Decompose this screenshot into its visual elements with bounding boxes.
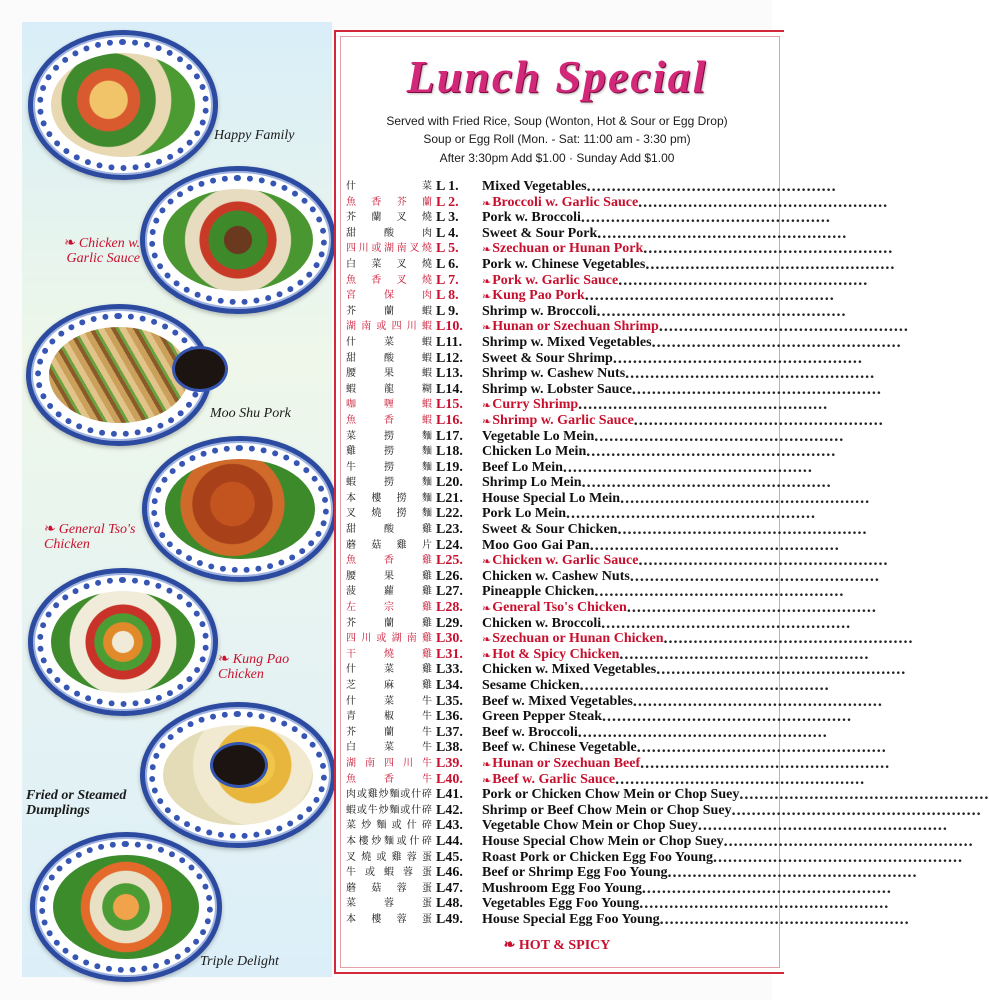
menu-item bbox=[346, 411, 884, 429]
caption-triple-delight: Triple Delight bbox=[200, 954, 279, 969]
item-code: L46. bbox=[436, 865, 463, 881]
dot-leader: .................................................. bbox=[602, 708, 853, 726]
dot-leader: .................................................. bbox=[586, 178, 837, 195]
hot-spicy-legend-label: HOT & SPICY bbox=[518, 938, 611, 953]
hot-spicy-icon: ❧ bbox=[44, 522, 56, 537]
chinese-name: 芥 蘭 雞 bbox=[346, 617, 432, 629]
item-code: L34. bbox=[436, 678, 463, 693]
hot-spicy-icon: ❧ bbox=[482, 649, 492, 662]
item-code: L27. bbox=[436, 584, 463, 600]
item-code: L40. bbox=[436, 771, 463, 787]
dot-leader: .................................................. bbox=[658, 318, 909, 336]
item-code: L18. bbox=[436, 444, 463, 460]
menu-item bbox=[346, 677, 830, 694]
dot-leader: .................................................. bbox=[562, 458, 813, 476]
chinese-name: 蝦 撈 麵 bbox=[346, 477, 432, 489]
menu-item bbox=[346, 209, 831, 227]
item-name: Shrimp w. Broccoli bbox=[482, 303, 597, 319]
item-name: Beef w. Chinese Vegetable bbox=[482, 740, 637, 756]
chinese-name: 青 椒 牛 bbox=[346, 711, 432, 723]
menu-item bbox=[346, 521, 868, 539]
item-name: Pork w. Chinese Vegetables bbox=[482, 256, 646, 272]
dot-leader: .................................................. bbox=[656, 661, 907, 679]
item-name: Shrimp Lo Mein bbox=[482, 475, 582, 491]
item-code: L25. bbox=[436, 553, 463, 569]
item-name: Moo Goo Gai Pan bbox=[482, 537, 590, 553]
surcharge-line: After 3:30pm Add $1.00 · Sunday Add $1.00 bbox=[439, 151, 675, 165]
item-code: L33. bbox=[436, 662, 463, 678]
caption-dumplings: Fried or Steamed Dumplings bbox=[26, 788, 127, 818]
chinese-name: 肉或雞炒麵或什碎 bbox=[346, 789, 432, 801]
menu-item bbox=[346, 224, 848, 242]
chinese-name: 芝 麻 雞 bbox=[346, 680, 432, 691]
chinese-name: 牛 撈 麵 bbox=[346, 461, 432, 473]
chinese-name: 本樓撈麵 bbox=[346, 492, 432, 504]
chinese-name: 什 菜 蝦 bbox=[346, 336, 432, 348]
chinese-name: 本樓蓉蛋 bbox=[346, 913, 432, 925]
sauce-bowl-image bbox=[172, 346, 228, 392]
chinese-name: 湖南四川牛 bbox=[346, 757, 432, 769]
item-name: Broccoli w. Garlic Sauce bbox=[492, 194, 639, 210]
dot-leader: .................................................. bbox=[645, 255, 896, 273]
item-code: L15. bbox=[436, 397, 463, 413]
item-code: L36. bbox=[436, 709, 463, 725]
item-code: L28. bbox=[436, 600, 463, 616]
dot-leader: .................................................. bbox=[659, 910, 910, 928]
item-code: L43. bbox=[436, 818, 463, 834]
menu-item bbox=[346, 255, 896, 273]
item-code: L23. bbox=[436, 522, 463, 538]
general-tso-plate-image bbox=[142, 436, 338, 582]
item-code: L38. bbox=[436, 740, 463, 756]
chinese-name: 魚 香 蝦 bbox=[346, 414, 432, 426]
chinese-name: 白 菜 牛 bbox=[346, 742, 432, 754]
item-name: House Special Egg Foo Young bbox=[482, 911, 660, 927]
menu-item bbox=[346, 770, 866, 788]
item-name: Shrimp or Beef Chow Mein or Chop Suey bbox=[482, 802, 732, 818]
chinese-name: 白菜叉燒 bbox=[346, 258, 432, 270]
menu-item bbox=[346, 178, 837, 195]
item-code: L44. bbox=[436, 833, 463, 849]
dot-leader: .................................................. bbox=[739, 786, 989, 804]
chinese-name: 蝦或牛炒麵或什碎 bbox=[346, 804, 432, 816]
caption-happy-family: Happy Family bbox=[214, 128, 295, 143]
item-name: Sweet & Sour Pork bbox=[482, 225, 598, 241]
menu-item bbox=[346, 458, 813, 476]
dot-leader: .................................................. bbox=[617, 521, 868, 539]
dot-leader: .................................................. bbox=[578, 396, 829, 414]
item-name: House Special Lo Mein bbox=[482, 490, 621, 506]
menu-item bbox=[346, 536, 840, 554]
item-name: Pork w. Garlic Sauce bbox=[492, 272, 619, 288]
hot-spicy-icon: ❧ bbox=[482, 400, 492, 413]
menu-item bbox=[346, 661, 907, 679]
menu-item bbox=[346, 895, 890, 913]
menu-item bbox=[346, 489, 871, 507]
chinese-name: 腰 果 雞 bbox=[346, 570, 432, 582]
dot-leader: .................................................. bbox=[638, 552, 889, 570]
dot-leader: .................................................. bbox=[632, 692, 883, 710]
hot-spicy-icon: ❧ bbox=[482, 275, 492, 288]
item-name: Green Pepper Steak bbox=[482, 709, 603, 725]
dot-leader: .................................................. bbox=[640, 754, 891, 772]
chinese-name: 魚 香 雞 bbox=[346, 555, 432, 567]
item-code: L 3. bbox=[436, 210, 459, 226]
chinese-name: 湖南或四川蝦 bbox=[346, 321, 432, 333]
item-code: L 2. bbox=[436, 194, 459, 210]
dot-leader: .................................................. bbox=[584, 287, 835, 305]
kung-pao-plate-image bbox=[28, 568, 218, 716]
item-code: L45. bbox=[436, 849, 463, 865]
item-name: Chicken w. Cashew Nuts bbox=[482, 568, 630, 584]
menu-item bbox=[346, 567, 880, 585]
item-code: L17. bbox=[436, 428, 463, 444]
item-code: L21. bbox=[436, 490, 463, 506]
item-name: Beef Lo Mein bbox=[482, 459, 563, 475]
menu-item bbox=[346, 708, 853, 726]
item-name: Curry Shrimp bbox=[492, 397, 579, 413]
item-name: Hunan or Szechuan Shrimp bbox=[492, 319, 659, 335]
dot-leader: .................................................. bbox=[697, 817, 948, 835]
dot-leader: .................................................. bbox=[594, 427, 845, 445]
dot-leader: .................................................. bbox=[597, 224, 848, 242]
item-code: L10. bbox=[436, 319, 463, 335]
menu-item bbox=[346, 786, 989, 804]
item-name: Szechuan or Hunan Chicken bbox=[492, 631, 664, 647]
hot-spicy-icon: ❧ bbox=[482, 244, 492, 257]
item-code: L19. bbox=[436, 459, 463, 475]
hot-spicy-icon: ❧ bbox=[482, 634, 492, 647]
item-code: L 5. bbox=[436, 241, 459, 257]
hot-spicy-icon: ❧ bbox=[482, 556, 492, 569]
dot-leader: .................................................. bbox=[618, 271, 869, 289]
menu-item bbox=[346, 692, 883, 710]
item-name: Beef w. Mixed Vegetables bbox=[482, 693, 633, 709]
menu-item bbox=[346, 443, 837, 461]
chinese-name: 本樓炒麵或什碎 bbox=[346, 835, 432, 847]
chinese-name: 四川或湖南叉燒 bbox=[346, 243, 432, 255]
hot-spicy-icon: ❧ bbox=[482, 603, 492, 616]
hot-spicy-icon: ❧ bbox=[482, 758, 492, 771]
item-name: Beef w. Garlic Sauce bbox=[492, 771, 616, 787]
dot-leader: .................................................. bbox=[639, 895, 890, 913]
item-name: Pork w. Broccoli bbox=[482, 210, 581, 226]
dot-leader: .................................................. bbox=[663, 630, 914, 648]
menu-item bbox=[346, 365, 876, 383]
item-name: Vegetables Egg Foo Young bbox=[482, 896, 640, 912]
menu-item bbox=[346, 396, 829, 414]
menu-item bbox=[346, 427, 845, 445]
item-name: Beef or Shrimp Egg Foo Young bbox=[482, 865, 668, 881]
item-code: L26. bbox=[436, 568, 463, 584]
dot-leader: .................................................. bbox=[612, 349, 863, 367]
menu-item bbox=[346, 552, 889, 570]
served-with-line: Served with Fried Rice, Soup (Wonton, Hot & Sour or Egg Drop) bbox=[386, 114, 728, 128]
dot-leader: .................................................. bbox=[579, 677, 830, 694]
hot-spicy-icon: ❧ bbox=[503, 938, 516, 953]
item-code: L 4. bbox=[436, 225, 459, 241]
chinese-name: 甜 酸 蝦 bbox=[346, 352, 432, 364]
menu-item bbox=[346, 645, 870, 663]
item-code: L16. bbox=[436, 412, 463, 428]
item-code: L 6. bbox=[436, 256, 459, 272]
dot-leader: .................................................. bbox=[629, 567, 880, 585]
chinese-name: 芥 蘭 蝦 bbox=[346, 305, 432, 317]
dot-leader: .................................................. bbox=[601, 614, 852, 632]
hot-spicy-icon: ❧ bbox=[482, 197, 492, 210]
dumpling-sauce-bowl-image bbox=[210, 742, 268, 788]
dot-leader: .................................................. bbox=[594, 583, 845, 601]
caption-chicken-garlic: ❧ Chicken w. Garlic Sauce bbox=[64, 236, 140, 266]
item-name: Sesame Chicken bbox=[482, 678, 580, 693]
hours-line: Soup or Egg Roll (Mon. - Sat: 11:00 am - 3:30 pm) bbox=[423, 132, 691, 146]
caption-kung-pao: ❧ Kung Pao Chicken bbox=[218, 652, 290, 682]
item-name: Sweet & Sour Chicken bbox=[482, 522, 618, 538]
item-name: General Tso's Chicken bbox=[492, 600, 627, 616]
item-name: Pineapple Chicken bbox=[482, 584, 595, 600]
menu-item bbox=[346, 193, 889, 211]
menu-item bbox=[346, 801, 982, 819]
chinese-name: 宮 保 肉 bbox=[346, 290, 432, 302]
item-code: L12. bbox=[436, 350, 463, 366]
chinese-name: 蝦 龍 糊 bbox=[346, 383, 432, 395]
dot-leader: .................................................. bbox=[620, 489, 871, 507]
chinese-name: 什 菜 雞 bbox=[346, 664, 432, 676]
hot-spicy-icon: ❧ bbox=[482, 774, 492, 787]
chinese-name: 菠 蘿 雞 bbox=[346, 586, 432, 598]
menu-item bbox=[346, 380, 882, 398]
dot-leader: .................................................. bbox=[596, 302, 847, 320]
dot-leader: .................................................. bbox=[633, 411, 884, 429]
item-code: L14. bbox=[436, 381, 463, 397]
item-name: Chicken w. Garlic Sauce bbox=[492, 553, 639, 569]
page-title: Lunch Special bbox=[406, 51, 708, 102]
hot-spicy-icon: ❧ bbox=[482, 322, 492, 335]
hot-spicy-legend bbox=[336, 937, 778, 954]
item-code: L 8. bbox=[436, 288, 459, 304]
menu-item bbox=[346, 240, 894, 258]
chinese-name: 蘑菇雞片 bbox=[346, 539, 432, 551]
dot-leader: .................................................. bbox=[643, 240, 894, 258]
chinese-name: 叉燒或雞蓉蛋 bbox=[346, 851, 432, 863]
chinese-name: 腰 果 蝦 bbox=[346, 368, 432, 380]
menu-item bbox=[346, 739, 887, 757]
chinese-name: 魚香芥蘭 bbox=[346, 196, 432, 208]
dot-leader: .................................................. bbox=[589, 536, 840, 554]
chicken-garlic-plate-image bbox=[140, 166, 336, 314]
item-name: Chicken w. Broccoli bbox=[482, 615, 602, 631]
chinese-name: 菜炒麵或什碎 bbox=[346, 820, 432, 832]
menu-item bbox=[346, 505, 816, 523]
chinese-name: 菜 撈 麵 bbox=[346, 430, 432, 442]
menu-item bbox=[346, 848, 964, 866]
dot-leader: .................................................. bbox=[577, 723, 828, 741]
caption-general-tso: ❧ General Tso's Chicken bbox=[44, 522, 136, 552]
item-name: Chicken Lo Mein bbox=[482, 444, 587, 460]
dot-leader: .................................................. bbox=[580, 209, 831, 227]
item-name: Vegetable Lo Mein bbox=[482, 428, 595, 444]
dot-leader: .................................................. bbox=[615, 770, 866, 788]
item-code: L 1. bbox=[436, 179, 459, 194]
item-name: House Special Chow Mein or Chop Suey bbox=[482, 833, 724, 849]
chinese-name: 牛或蝦蓉蛋 bbox=[346, 867, 432, 879]
dot-leader: .................................................. bbox=[731, 801, 982, 819]
chinese-name: 什 菜 牛 bbox=[346, 695, 432, 707]
photo-column bbox=[22, 22, 332, 977]
item-code: L29. bbox=[436, 615, 463, 631]
chinese-name: 甜 酸 雞 bbox=[346, 524, 432, 536]
menu-item bbox=[346, 318, 909, 336]
menu-item bbox=[346, 630, 914, 648]
item-code: L11. bbox=[436, 334, 463, 350]
item-name: Hunan or Szechuan Beef bbox=[492, 755, 641, 771]
item-code: L47. bbox=[436, 880, 463, 896]
item-code: L30. bbox=[436, 631, 463, 647]
dot-leader: .................................................. bbox=[625, 365, 876, 383]
menu-item bbox=[346, 723, 828, 741]
hot-spicy-icon: ❧ bbox=[482, 291, 492, 304]
dot-leader: .................................................. bbox=[636, 739, 887, 757]
item-name: Beef w. Broccoli bbox=[482, 724, 578, 740]
menu-item bbox=[346, 599, 877, 617]
item-name: Mushroom Egg Foo Young bbox=[482, 880, 642, 896]
menu-item bbox=[346, 832, 974, 850]
dot-leader: .................................................. bbox=[626, 599, 877, 617]
item-code: L24. bbox=[436, 537, 463, 553]
item-name: Shrimp w. Lobster Sauce bbox=[482, 381, 632, 397]
dot-leader: .................................................. bbox=[581, 474, 832, 492]
item-name: Shrimp w. Mixed Vegetables bbox=[482, 334, 652, 350]
happy-family-plate-image bbox=[28, 30, 218, 180]
menu-item bbox=[346, 879, 892, 897]
menu-item-list bbox=[346, 178, 989, 928]
chinese-name: 叉燒撈麵 bbox=[346, 508, 432, 520]
menu-item bbox=[346, 333, 902, 351]
chinese-name: 甜 酸 肉 bbox=[346, 227, 432, 239]
item-code: L42. bbox=[436, 802, 463, 818]
dot-leader: .................................................. bbox=[631, 380, 882, 398]
chinese-name: 咖 喱 蝦 bbox=[346, 399, 432, 411]
item-name: Hot & Spicy Chicken bbox=[492, 646, 620, 662]
item-code: L37. bbox=[436, 724, 463, 740]
item-name: Sweet & Sour Shrimp bbox=[482, 350, 613, 366]
caption-moo-shu: Moo Shu Pork bbox=[210, 406, 291, 421]
dot-leader: .................................................. bbox=[713, 848, 964, 866]
chinese-name: 四川或湖南雞 bbox=[346, 633, 432, 645]
menu-item bbox=[346, 271, 869, 289]
menu-item bbox=[346, 754, 891, 772]
menu-item bbox=[346, 349, 863, 367]
item-code: L48. bbox=[436, 896, 463, 912]
dot-leader: .................................................. bbox=[667, 864, 918, 882]
dot-leader: .................................................. bbox=[641, 879, 892, 897]
hot-spicy-icon: ❧ bbox=[64, 236, 76, 251]
item-name: Pork or Chicken Chow Mein or Chop Suey bbox=[482, 787, 740, 803]
item-code: L 9. bbox=[436, 303, 459, 319]
item-name: Roast Pork or Chicken Egg Foo Young bbox=[482, 849, 714, 865]
item-name: Kung Pao Pork bbox=[492, 288, 585, 304]
item-name: Shrimp w. Garlic Sauce bbox=[492, 412, 634, 428]
item-name: Mixed Vegetables bbox=[482, 179, 587, 194]
chinese-name: 魚 香 牛 bbox=[346, 773, 432, 785]
item-code: L31. bbox=[436, 646, 463, 662]
hot-spicy-icon: ❧ bbox=[482, 415, 492, 428]
item-code: L13. bbox=[436, 366, 463, 382]
item-code: L41. bbox=[436, 787, 463, 803]
lunch-special-panel bbox=[334, 30, 989, 974]
menu-item bbox=[346, 583, 845, 601]
menu-item bbox=[346, 474, 832, 492]
item-code: L20. bbox=[436, 475, 463, 491]
item-code: L22. bbox=[436, 506, 463, 522]
dot-leader: .................................................. bbox=[586, 443, 837, 461]
menu-item bbox=[346, 864, 918, 882]
chinese-name: 菜 蓉 蛋 bbox=[346, 898, 432, 910]
hot-spicy-icon: ❧ bbox=[218, 652, 230, 667]
dot-leader: .................................................. bbox=[566, 505, 816, 523]
menu-item bbox=[346, 910, 910, 928]
item-code: L 7. bbox=[436, 272, 459, 288]
menu-item bbox=[346, 817, 948, 835]
triple-delight-plate-image bbox=[30, 832, 222, 982]
menu-item bbox=[346, 614, 852, 632]
item-name: Szechuan or Hunan Pork bbox=[492, 241, 644, 257]
item-name: Shrimp w. Cashew Nuts bbox=[482, 366, 626, 382]
chinese-name: 蘑菇蓉蛋 bbox=[346, 882, 432, 894]
chinese-name: 雞 撈 麵 bbox=[346, 446, 432, 458]
item-name: Chicken w. Mixed Vegetables bbox=[482, 662, 657, 678]
menu-item bbox=[346, 302, 847, 320]
chinese-name: 魚香叉燒 bbox=[346, 274, 432, 286]
item-code: L49. bbox=[436, 911, 463, 927]
item-code: L35. bbox=[436, 693, 463, 709]
dot-leader: .................................................. bbox=[723, 832, 974, 850]
chinese-name: 左 宗 雞 bbox=[346, 602, 432, 614]
dot-leader: .................................................. bbox=[651, 333, 902, 351]
item-code: L39. bbox=[436, 755, 463, 771]
chinese-name: 芥蘭叉燒 bbox=[346, 212, 432, 224]
dot-leader: .................................................. bbox=[638, 193, 889, 211]
item-name: Vegetable Chow Mein or Chop Suey bbox=[482, 818, 698, 834]
chinese-name: 什 菜 bbox=[346, 181, 432, 192]
item-name: Pork Lo Mein bbox=[482, 506, 566, 522]
dot-leader: .................................................. bbox=[619, 645, 870, 663]
menu-item bbox=[346, 287, 835, 305]
chinese-name: 干 燒 雞 bbox=[346, 648, 432, 660]
chinese-name: 芥 蘭 牛 bbox=[346, 726, 432, 738]
